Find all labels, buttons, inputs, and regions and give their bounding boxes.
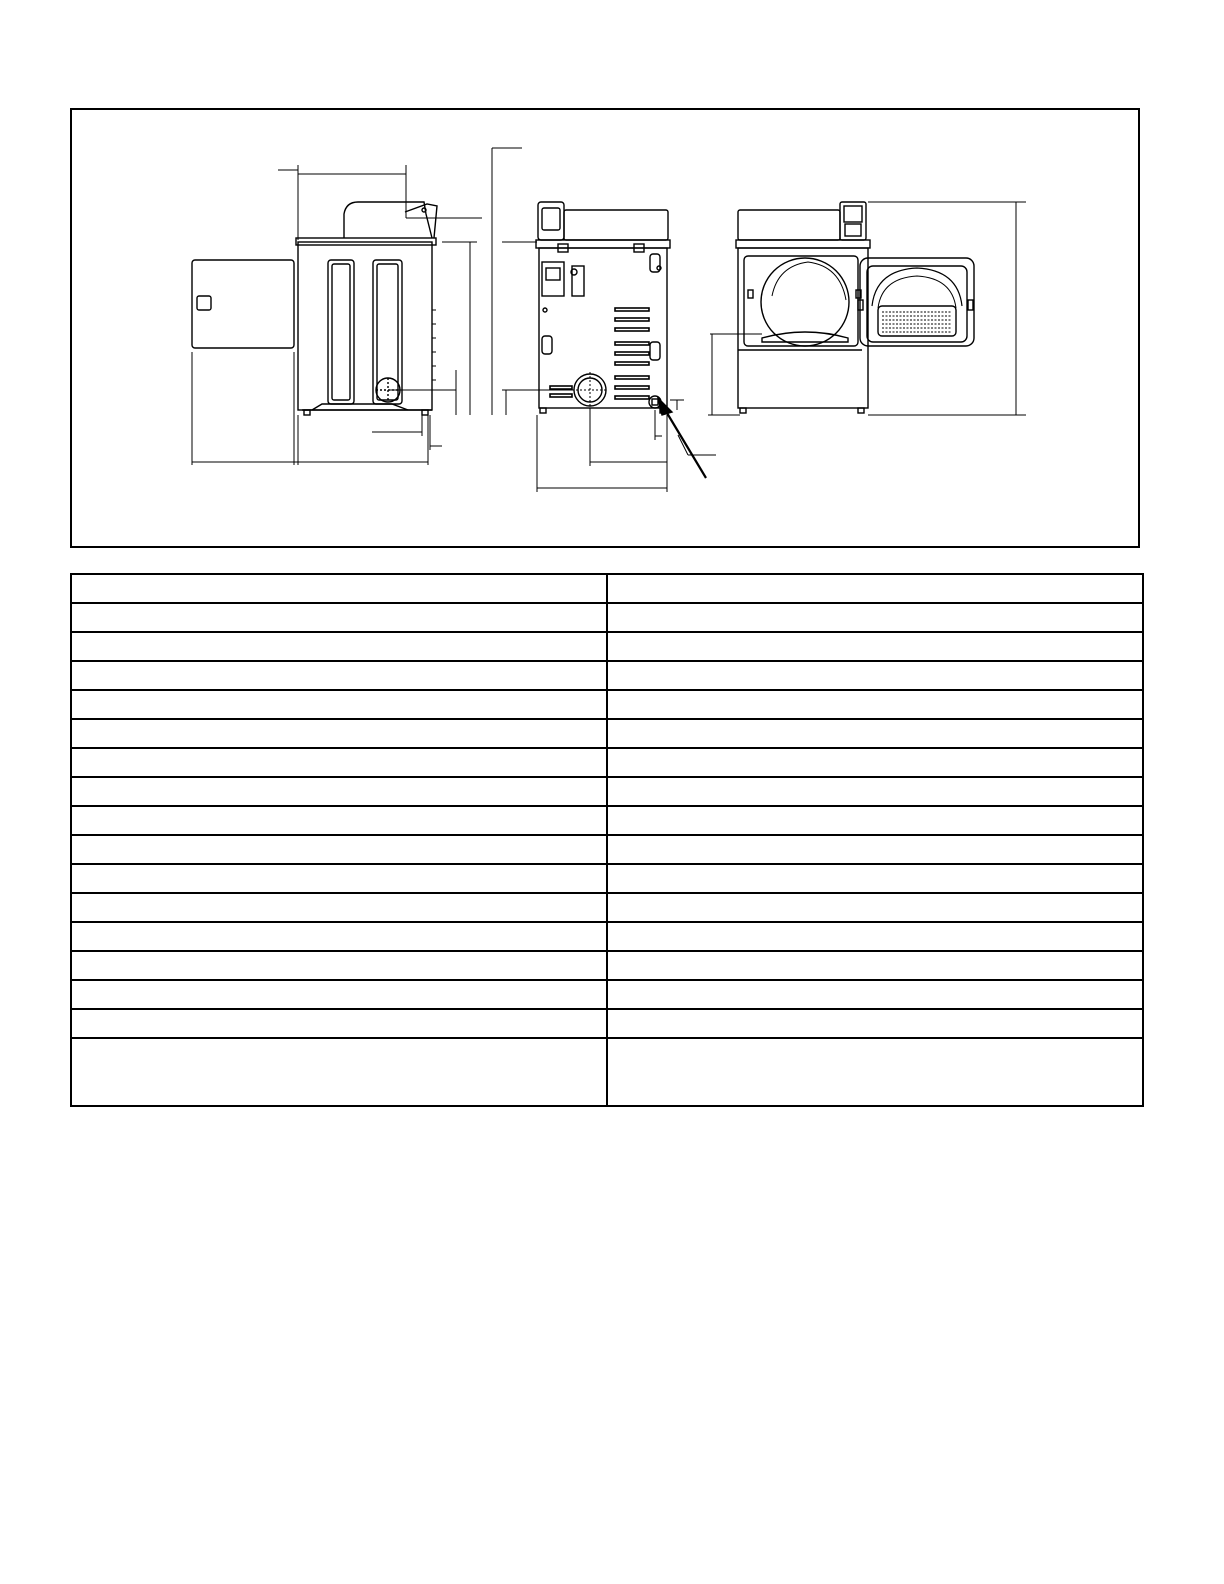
table-row — [71, 1009, 1143, 1038]
table-row — [71, 777, 1143, 806]
spec-value-cell — [607, 748, 1143, 777]
front-view — [736, 202, 974, 413]
spec-label-cell — [71, 893, 607, 922]
table-row — [71, 893, 1143, 922]
spec-label-cell — [71, 777, 607, 806]
spec-label-cell — [71, 574, 607, 603]
spec-value-cell — [607, 777, 1143, 806]
side-view — [192, 202, 437, 415]
spec-value-cell — [607, 806, 1143, 835]
spec-value-cell — [607, 893, 1143, 922]
spec-label-cell — [71, 806, 607, 835]
spec-label-cell — [71, 951, 607, 980]
table-row — [71, 951, 1143, 980]
spec-value-cell — [607, 835, 1143, 864]
spec-value-cell — [607, 1009, 1143, 1038]
spec-value-cell — [607, 864, 1143, 893]
spec-value-cell — [607, 574, 1143, 603]
spec-value-cell — [607, 951, 1143, 980]
rear-view — [502, 202, 670, 413]
table-row — [71, 748, 1143, 777]
spec-value-cell — [607, 632, 1143, 661]
spec-value-cell — [607, 690, 1143, 719]
table-row — [71, 632, 1143, 661]
table-row — [71, 980, 1143, 1009]
table-row — [71, 922, 1143, 951]
table-row — [71, 719, 1143, 748]
table-row — [71, 661, 1143, 690]
spec-value-cell — [607, 661, 1143, 690]
spec-label-cell — [71, 603, 607, 632]
spec-label-cell — [71, 980, 607, 1009]
spec-label-cell — [71, 864, 607, 893]
spec-label-cell — [71, 690, 607, 719]
spec-label-cell — [71, 748, 607, 777]
gas-inlet-arrow-icon — [658, 398, 706, 478]
spec-label-cell — [71, 632, 607, 661]
table-row — [71, 835, 1143, 864]
side-view-dimension-lines — [192, 148, 522, 465]
spec-value-cell — [607, 719, 1143, 748]
table-row — [71, 574, 1143, 603]
spec-label-cell — [71, 719, 607, 748]
specifications-table — [70, 573, 1144, 1107]
spec-label-cell — [71, 835, 607, 864]
table-row — [71, 1038, 1143, 1106]
spec-value-cell — [607, 980, 1143, 1009]
table-row — [71, 864, 1143, 893]
table-row — [71, 690, 1143, 719]
spec-value-cell — [607, 922, 1143, 951]
spec-label-cell — [71, 661, 607, 690]
table-row — [71, 603, 1143, 632]
spec-value-cell — [607, 1038, 1143, 1106]
spec-label-cell — [71, 1038, 607, 1106]
table-row — [71, 806, 1143, 835]
dimension-figure — [70, 108, 1140, 548]
spec-label-cell — [71, 922, 607, 951]
spec-value-cell — [607, 603, 1143, 632]
spec-label-cell — [71, 1009, 607, 1038]
